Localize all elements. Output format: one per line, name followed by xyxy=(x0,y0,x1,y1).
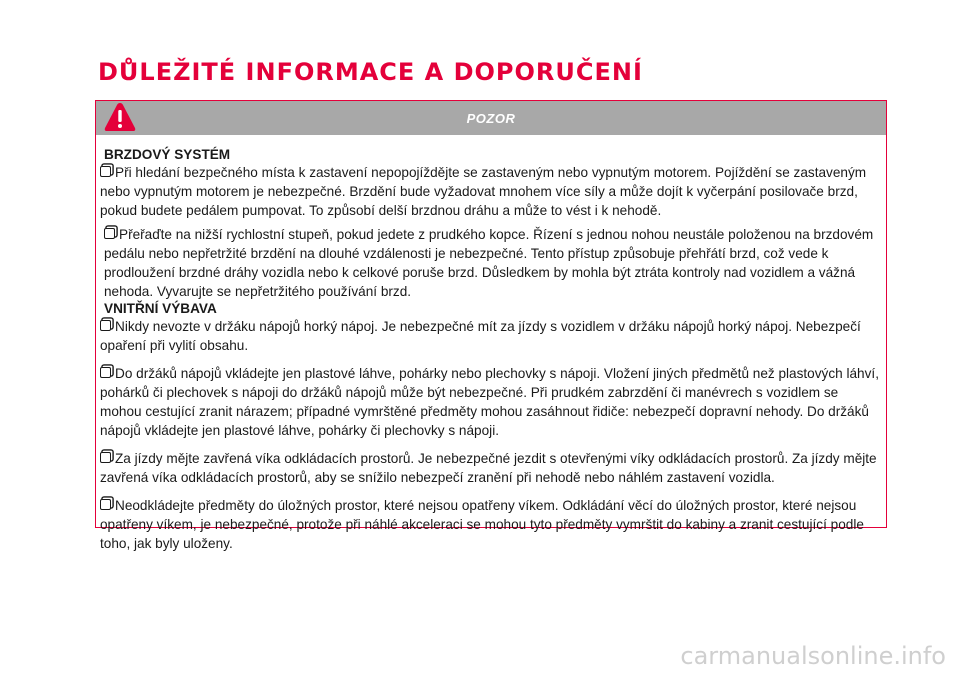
bullet-box-icon xyxy=(100,499,111,510)
warning-box xyxy=(95,100,887,551)
bullet-box-icon xyxy=(104,228,115,239)
warning-header xyxy=(96,101,886,135)
bullet-box-icon xyxy=(100,166,111,177)
warning-triangle-icon xyxy=(102,100,138,134)
warning-label: POZOR xyxy=(466,110,516,126)
page-title: DŮLEŽITÉ INFORMACE A DOPORUČENÍ xyxy=(98,58,643,86)
section-heading-brakes: BRZDOVÝ SYSTÉM xyxy=(104,147,231,162)
paragraph: Do držáků nápojů vkládejte jen plastové láhve, pohárky nebo plechovky s nápoji. Vložení jiných předmětů než plastových láhví, pohárků či plechovek s nápoji do držáků nápojů může být nebezpečné. Při prudkém zabrzdění či manévrech s vozidlem se mohou cestující zranit nárazem; případné vymrštěné předměty mohou zasáhnout řidiče: nebezpečí dopravní nehody. Do držáků nápojů vkládejte jen plastové láhve, pohárky či plechovky s nápoji. xyxy=(100,366,879,438)
section-heading-interior: VNITŘNÍ VÝBAVA xyxy=(104,301,217,316)
paragraph: Neodkládejte předměty do úložných prostor, které nejsou opatřeny víkem. Odkládání věcí do úložných prostor, které nejsou opatřeny víkem, je nebezpečné, protože při náhlé akceleraci se mohou tyto předměty vymrštit do kabiny a zranit cestující podle toho, jak byly uloženy. xyxy=(100,498,864,551)
paragraph: Při hledání bezpečného místa k zastavení nepopojíždějte se zastaveným nebo vypnutým motorem. Pojíždění se zastaveným nebo vypnutým motorem je nebezpečné. Brzdění bude vyžadovat mnohem více síly a může dojít k vyčerpání posilovače brzd, pokud budete pedálem pumpovat. To způsobí delší brzdnou dráhu a může to vést i k nehodě. xyxy=(100,165,867,218)
warning-content xyxy=(96,135,886,553)
paragraph: Za jízdy mějte zavřená víka odkládacích prostorů. Je nebezpečné jezdit s otevřenými víky odkládacích prostorů. Za jízdy mějte zavřená víka odkládacích prostorů, aby se snížilo nebezpečí zranění při nehodě nebo náhlém zastavení vozidla. xyxy=(100,451,877,485)
paragraph: Přeřaďte na nižší rychlostní stupeň, pokud jedete z prudkého kopce. Řízení s jednou nohou neustále položenou na brzdovém pedálu nebo nepřetržité brzdění na dlouhé vzdálenosti je nebezpečné. Tento přístup způsobuje přehřátí brzd, což vede k prodloužení brzdné dráhy vozidla nebo k celkové poruše brzd. Důsledkem by mohla být ztráta kontroly nad vozidlem a vážná nehoda. Vyvarujte se nepřetržitého používání brzd. xyxy=(104,227,874,299)
paragraph: Nikdy nevozte v držáku nápojů horký nápoj. Je nebezpečné mít za jízdy s vozidlem v držáku nápojů horký nápoj. Nebezpečí opaření při vylití obsahu. xyxy=(100,319,861,353)
watermark: carmanualsonline.info xyxy=(680,642,946,670)
bullet-box-icon xyxy=(100,367,111,378)
bullet-box-icon xyxy=(100,452,111,463)
bullet-box-icon xyxy=(100,320,111,331)
